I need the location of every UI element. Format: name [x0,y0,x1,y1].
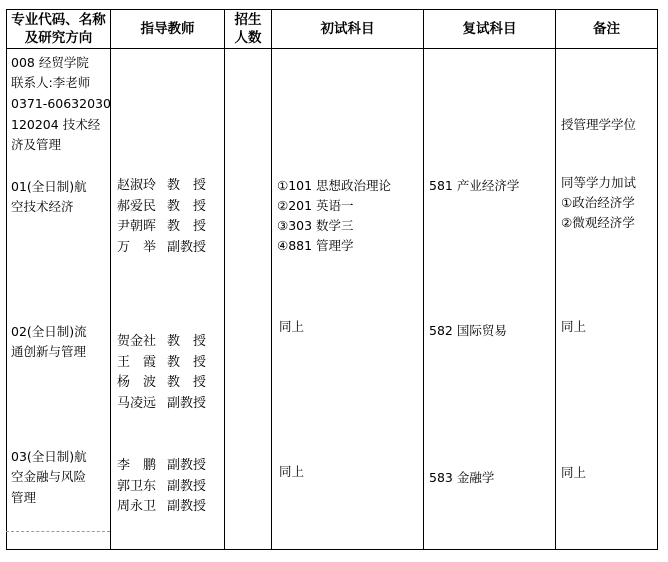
direction-03-advisors [117,456,206,518]
dashed-divider [6,531,110,532]
advisor-row [117,353,206,374]
advisor-title: 副教授 [167,395,207,411]
direction-02-prelim: 同上 [279,319,305,334]
direction-03-remark: 同上 [561,465,587,480]
major-name: 120204 技术经 [11,117,101,132]
direction-02-name: 02(全日制)流 [11,324,87,339]
advisor-name: 郝爱民 [117,198,157,214]
direction-01-remark: 同等学力加试 [561,175,637,190]
prelim-subject: ②201 英语一 [277,198,354,213]
advisor-title: 教 授 [167,178,207,193]
advisor-row [117,373,206,394]
header-quota: 招生人数 [234,11,262,46]
advisor-row [117,217,206,238]
advisor-row [117,497,206,518]
advisor-title: 副教授 [167,458,207,473]
direction-01-advisors [117,176,206,258]
advisor-title: 副教授 [167,499,207,514]
advisor-row [117,176,206,197]
advisor-title: 教 授 [167,198,207,214]
department-name: 008 经贸学院 [11,55,89,70]
direction-03-name: 03(全日制)航 [11,449,87,464]
header-divider [6,48,658,49]
direction-01-remark-item: ①政治经济学 [561,195,635,210]
advisor-title: 副教授 [167,239,207,255]
advisor-row [117,477,206,498]
direction-01-retest: 581 产业经济学 [429,178,520,193]
advisor-name: 马凌远 [117,395,157,411]
header-advisor: 指导教师 [140,20,195,37]
column-divider [555,9,556,550]
direction-02-name-cont: 通创新与管理 [11,344,87,359]
direction-01-remark-item: ②微观经济学 [561,215,635,230]
prelim-subject: ①101 思想政治理论 [277,178,392,193]
degree-remark: 授管理学学位 [561,117,637,132]
prelim-subject: ③303 数学三 [277,218,354,233]
advisor-name: 王 霞 [117,354,157,370]
advisor-name: 李 鹏 [117,458,157,473]
direction-02-retest: 582 国际贸易 [429,323,507,338]
direction-03-name-cont: 空金融与风险 [11,469,87,484]
advisor-name: 郭卫东 [117,478,157,494]
major-name-cont: 济及管理 [11,137,62,152]
column-divider [110,9,111,550]
advisor-title: 教 授 [167,375,207,390]
contact-person: 联系人:李老师 [11,75,91,90]
column-divider [271,9,272,550]
advisor-row [117,238,206,259]
advisor-row [117,456,206,477]
advisor-name: 周永卫 [117,499,157,514]
direction-03-retest: 583 金融学 [429,470,495,485]
column-divider [423,9,424,550]
contact-phone: 0371-60632030 [11,96,111,111]
header-retest: 复试科目 [462,20,517,37]
direction-02-advisors [117,332,206,414]
advisor-name: 赵淑玲 [117,178,157,193]
direction-03-prelim: 同上 [279,464,305,479]
prelim-subject: ④881 管理学 [277,238,354,253]
direction-03-name-cont: 管理 [11,490,37,505]
direction-01-name-cont: 空技术经济 [11,199,74,214]
header-prelim: 初试科目 [320,20,375,37]
header-remark: 备注 [593,20,620,37]
advisor-row [117,197,206,218]
advisor-name: 杨 波 [117,375,157,390]
header-major: 专业代码、名称及研究方向 [11,11,106,46]
advisor-row [117,332,206,353]
advisor-title: 副教授 [167,478,207,494]
column-divider [224,9,225,550]
advisor-name: 尹朝晖 [117,219,157,234]
advisor-row [117,394,206,415]
direction-01-prelim [277,176,391,256]
advisor-name: 贺金社 [117,334,157,349]
advisor-name: 万 举 [117,239,157,255]
direction-02-remark: 同上 [561,319,587,334]
advisor-title: 教 授 [167,354,207,370]
direction-01-name: 01(全日制)航 [11,179,87,194]
advisor-title: 教 授 [167,334,207,349]
advisor-title: 教 授 [167,219,207,234]
